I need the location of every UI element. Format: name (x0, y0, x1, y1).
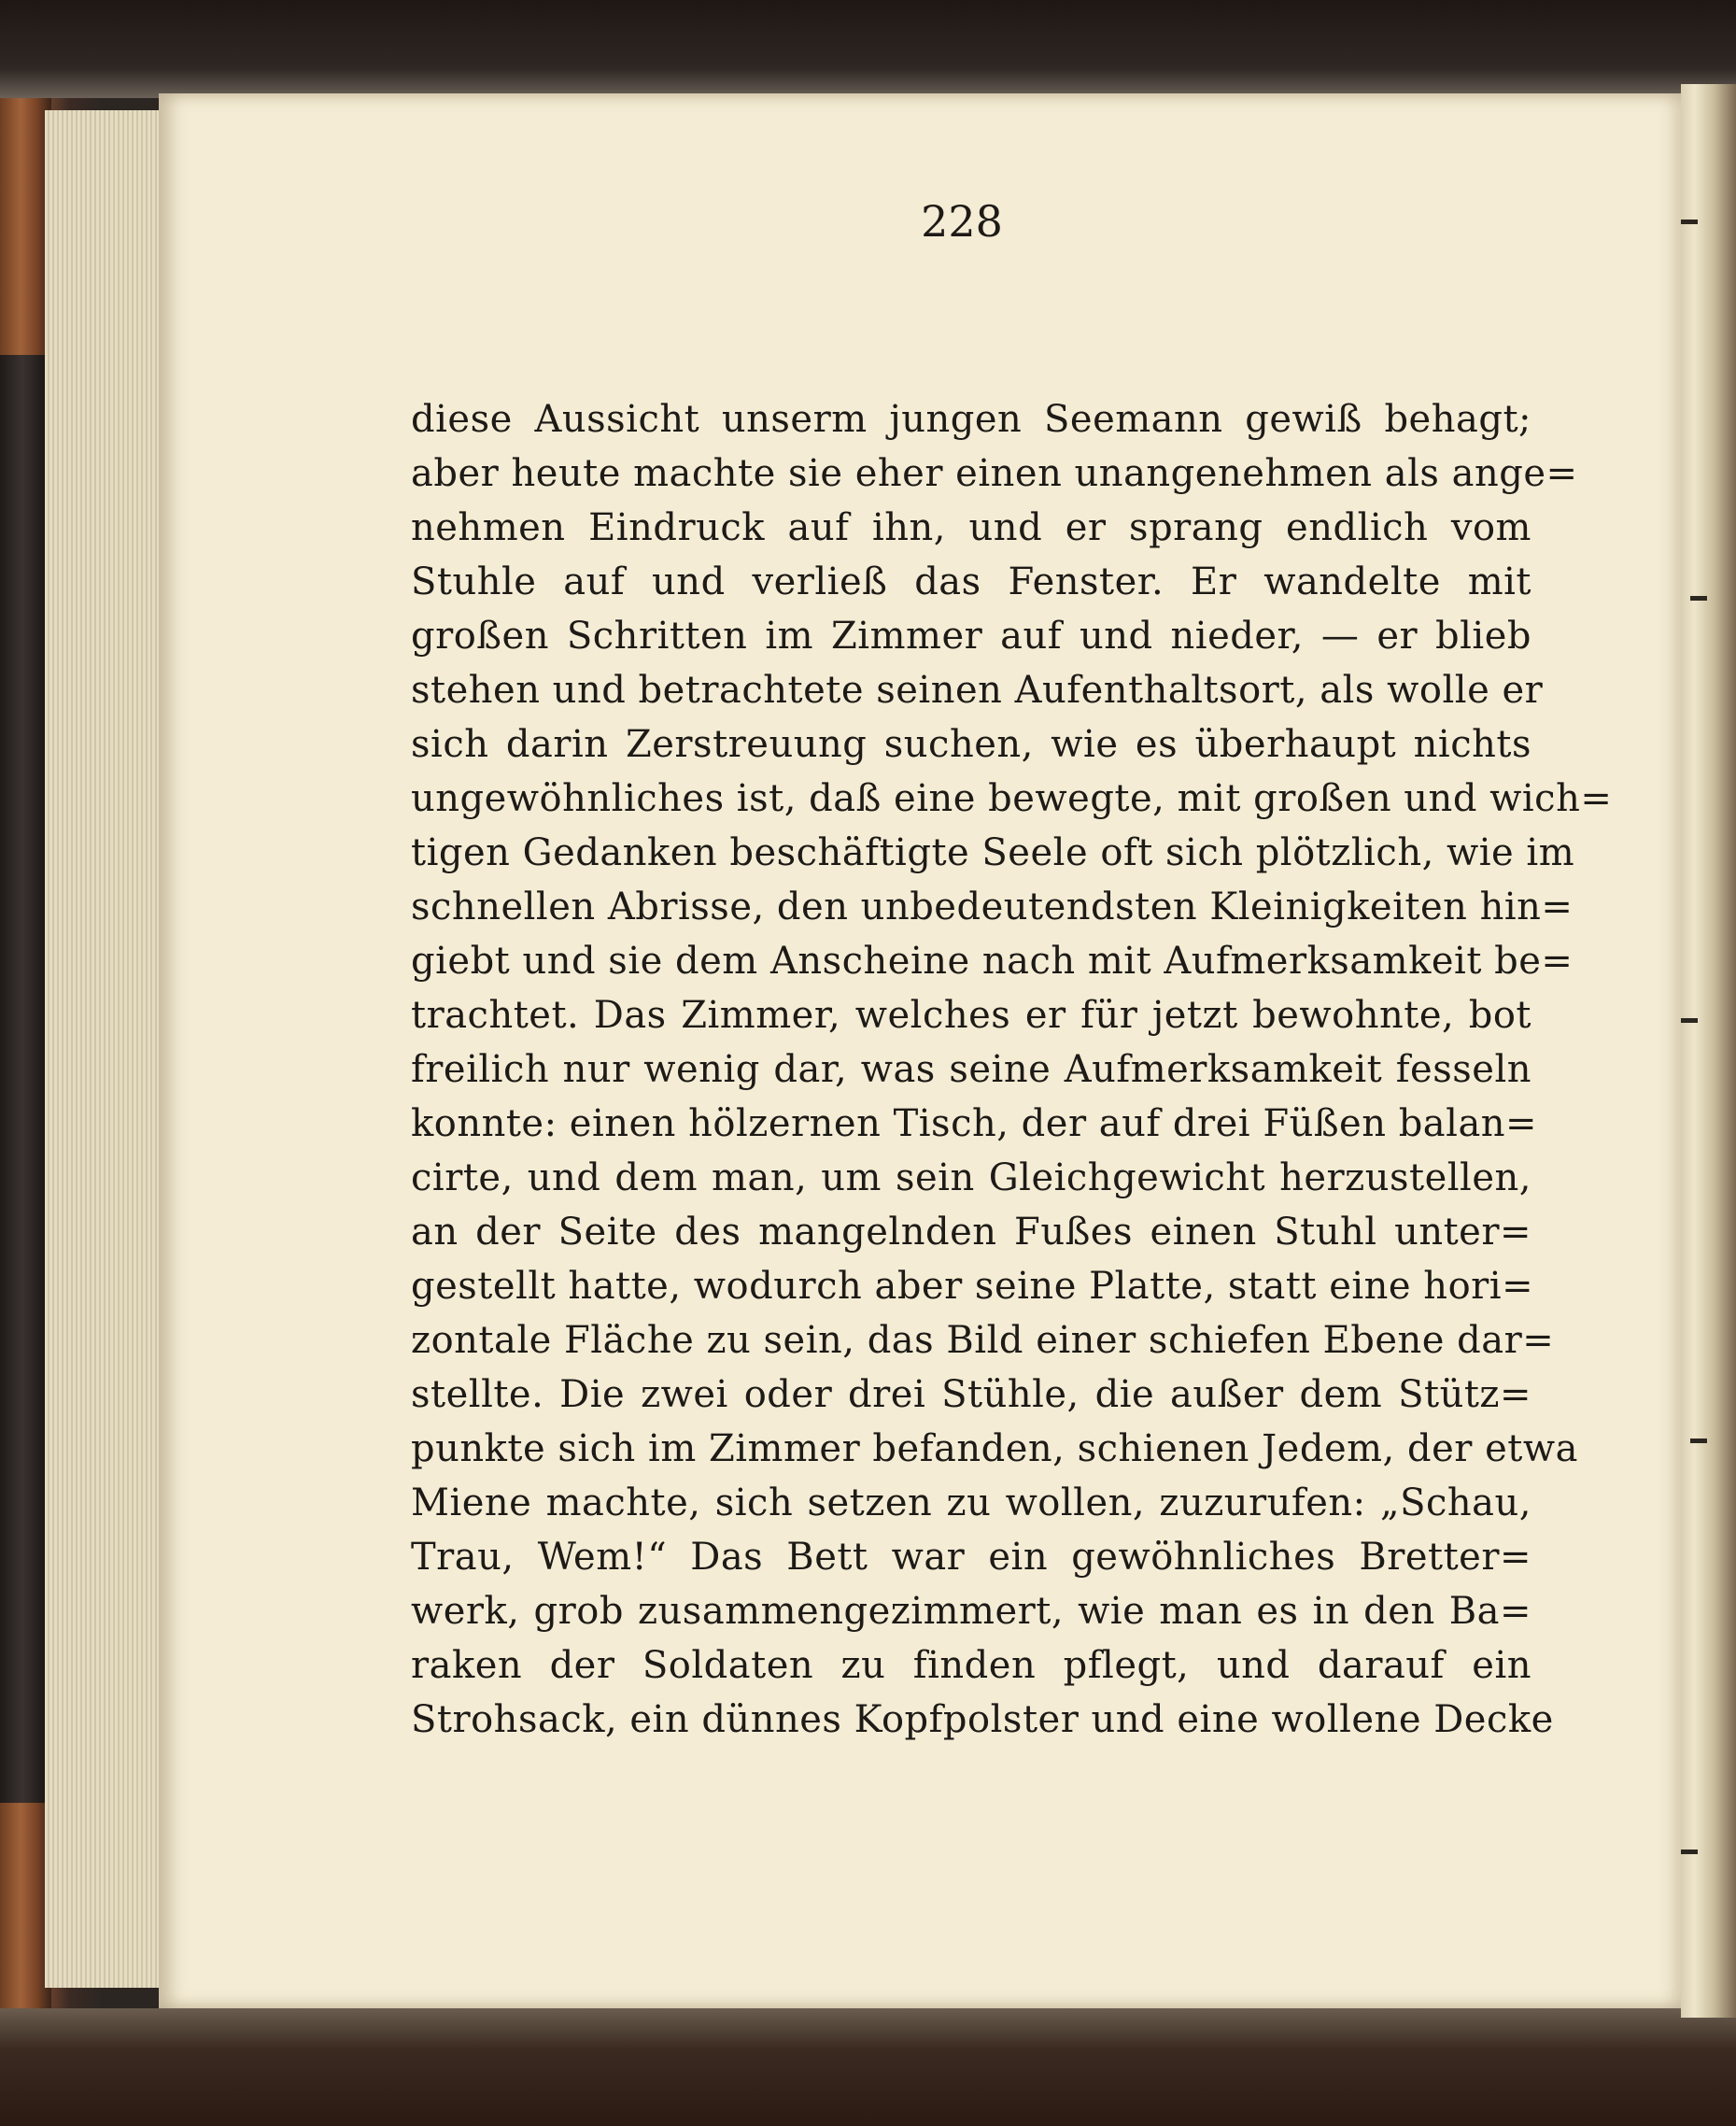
text-line: sich darin Zerstreuung suchen, wie es überhaupt nichts (411, 723, 1531, 766)
text-line: punkte sich im Zimmer befanden, schienen Jedem, der etwa (411, 1427, 1578, 1470)
text-line: großen Schritten im Zimmer auf und nieder, — er blieb (411, 615, 1531, 658)
book-cover-top (0, 0, 1736, 98)
text-line: werk, grob zusammengezimmert, wie man es in den Ba= (411, 1590, 1531, 1633)
page-number: 228 (921, 196, 1003, 247)
text-line: stellte. Die zwei oder drei Stühle, die außer dem Stütz= (411, 1373, 1531, 1416)
page-edge-right (1681, 84, 1736, 2018)
edge-mark (1690, 596, 1707, 601)
text-line: giebt und sie dem Anscheine nach mit Aufmerksamkeit be= (411, 940, 1574, 983)
text-line: diese Aussicht unserm jungen Seemann gewiß behagt; (411, 398, 1531, 441)
text-line: Trau, Wem!“ Das Bett war ein gewöhnliches Bretter= (411, 1536, 1531, 1579)
edge-mark (1681, 1850, 1698, 1854)
text-line: konnte: einen hölzernen Tisch, der auf drei Füßen balan= (411, 1102, 1538, 1145)
text-line: tigen Gedanken beschäftigte Seele oft sich plötzlich, wie im (411, 831, 1575, 874)
text-line: an der Seite des mangelnden Fußes einen Stuhl unter= (411, 1211, 1531, 1254)
text-line: freilich nur wenig dar, was seine Aufmerksamkeit fesseln (411, 1048, 1531, 1091)
edge-mark (1681, 1018, 1698, 1023)
edge-mark (1690, 1439, 1707, 1443)
text-line: ungewöhnliches ist, daß eine bewegte, mit großen und wich= (411, 777, 1613, 820)
body-text (411, 392, 1613, 1747)
text-line: zontale Fläche zu sein, das Bild einer schiefen Ebene dar= (411, 1319, 1555, 1362)
text-line: raken der Soldaten zu finden pflegt, und darauf ein (411, 1644, 1531, 1687)
text-line: Stuhle auf und verließ das Fenster. Er wandelte mit (411, 560, 1531, 603)
text-line: nehmen Eindruck auf ihn, und er sprang endlich vom (411, 506, 1531, 549)
page-edges-left (45, 110, 166, 1988)
text-line: trachtet. Das Zimmer, welches er für jetzt bewohnte, bot (411, 994, 1531, 1037)
text-line: schnellen Abrisse, den unbedeutendsten Kleinigkeiten hin= (411, 886, 1574, 928)
text-line: gestellt hatte, wodurch aber seine Platte, statt eine hori= (411, 1265, 1534, 1308)
text-line: cirte, und dem man, um sein Gleichgewicht herzustellen, (411, 1156, 1531, 1199)
text-line: aber heute machte sie eher einen unangenehmen als ange= (411, 452, 1578, 495)
book-cover-bottom (0, 2008, 1736, 2126)
text-line: Strohsack, ein dünnes Kopfpolster und eine wollene Decke (411, 1698, 1554, 1741)
text-line: stehen und betrachtete seinen Aufenthaltsort, als wolle er (411, 669, 1544, 712)
book-spine-cloth (0, 355, 45, 1803)
text-line: Miene machte, sich setzen zu wollen, zuzurufen: „Schau, (411, 1481, 1531, 1524)
